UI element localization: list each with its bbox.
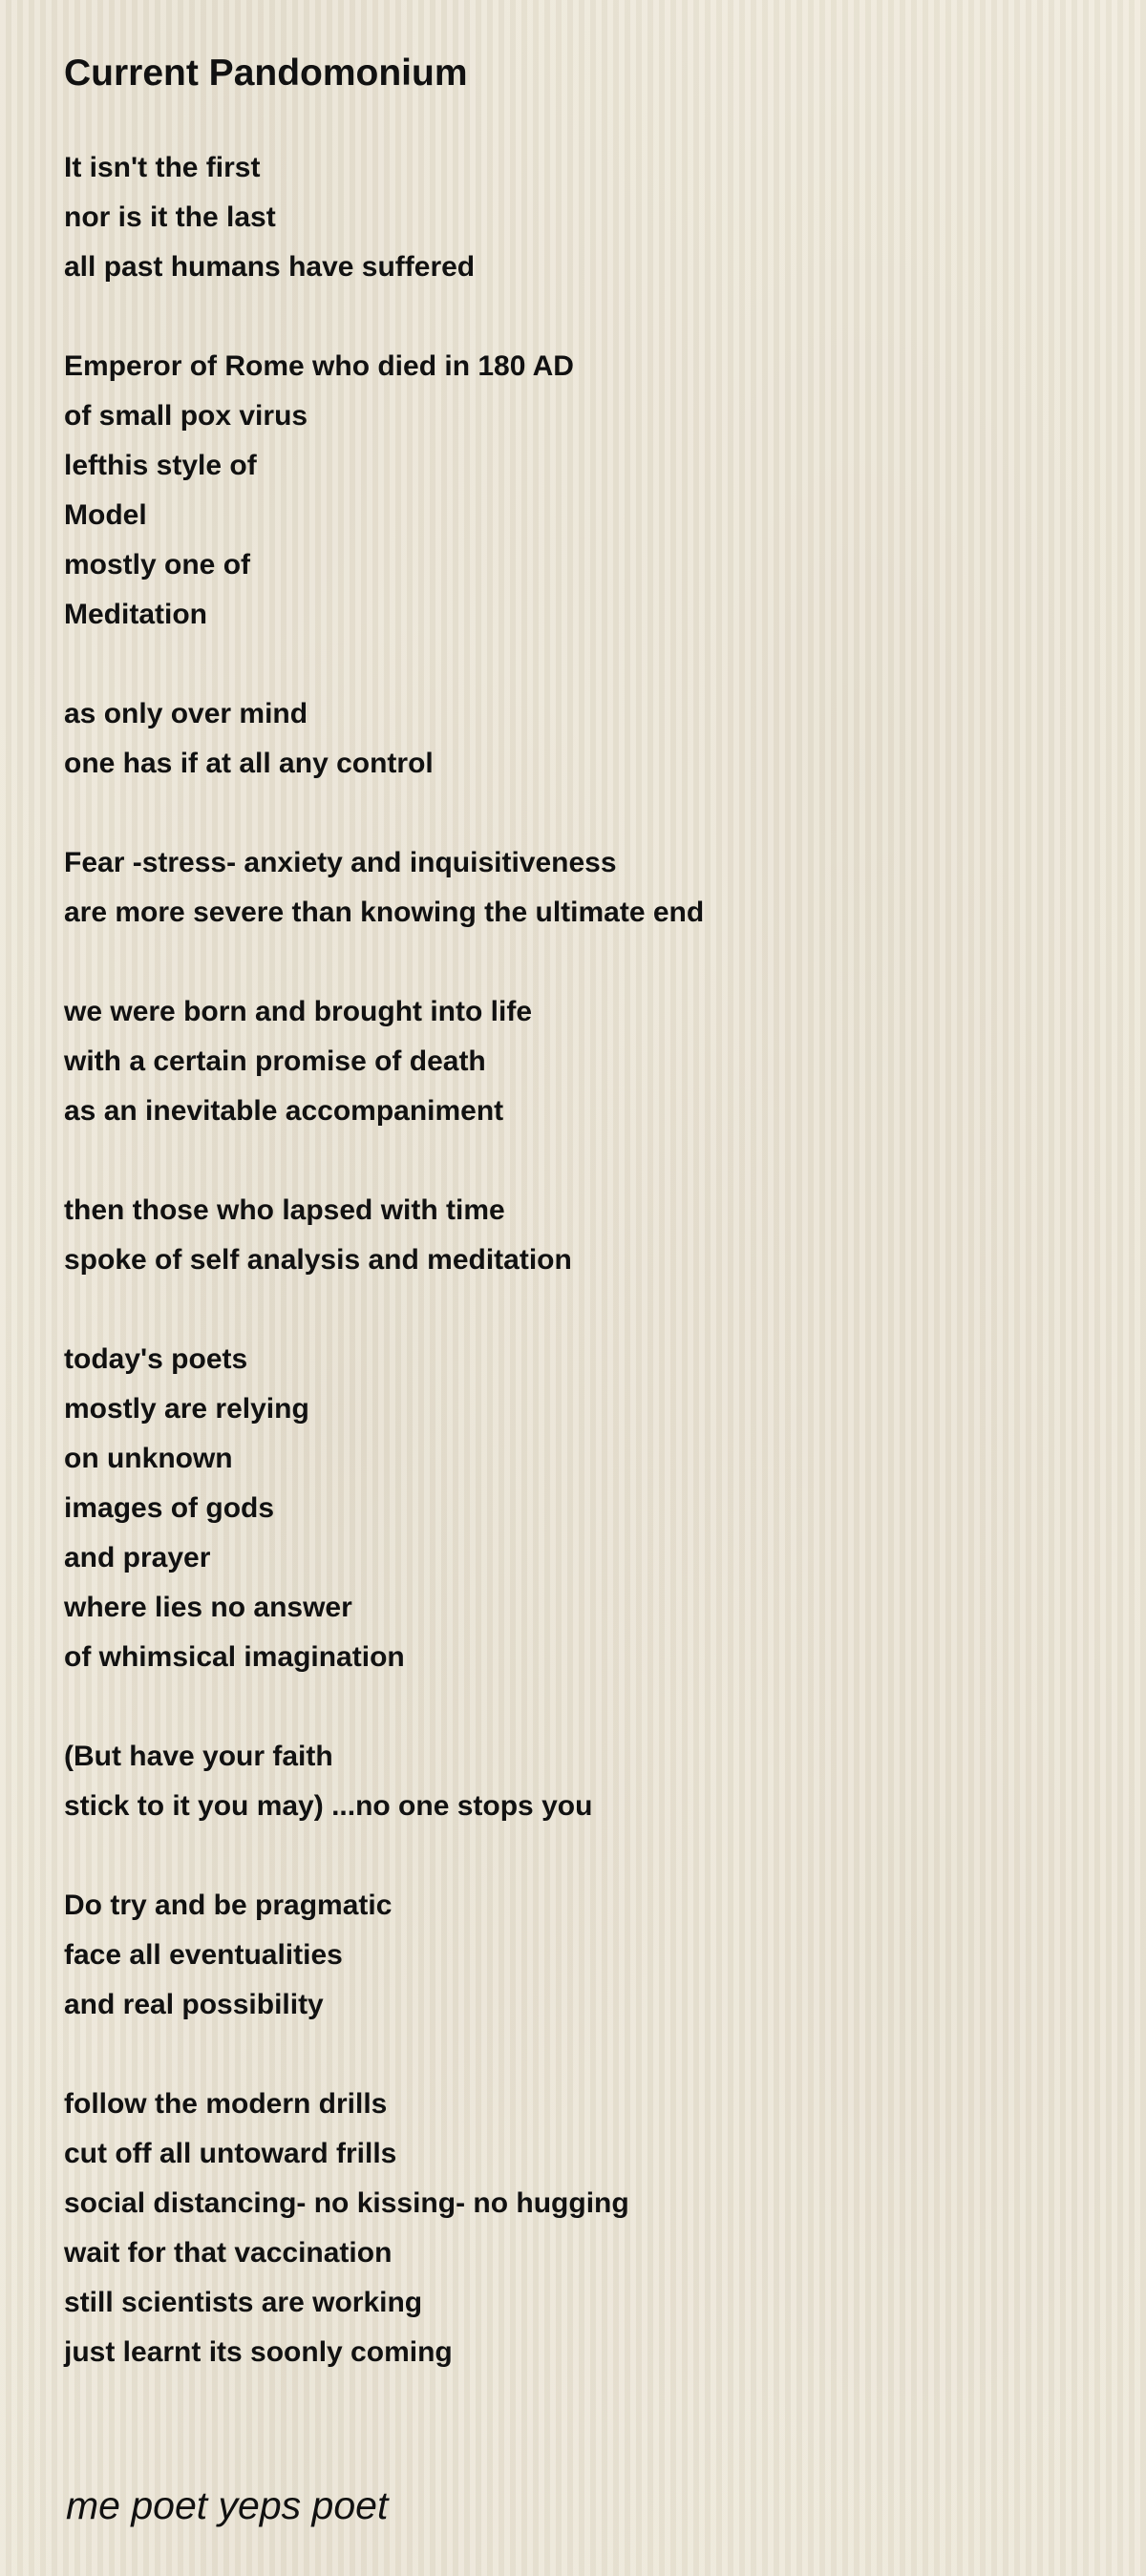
poem-line: Do try and be pragmatic	[64, 1890, 393, 1921]
poem-line: Fear -stress- anxiety and inquisitiveness	[64, 847, 617, 878]
stanza-10	[64, 2080, 704, 2377]
poem-line: and prayer	[64, 1542, 211, 1573]
stanza-8	[64, 1732, 704, 1831]
stanza-6	[64, 1186, 704, 1285]
poem-line: stick to it you may) ...no one stops you	[64, 1790, 593, 1822]
poem-line: on unknown	[64, 1443, 233, 1474]
poem-line: of whimsical imagination	[64, 1641, 405, 1673]
poem-line: of small pox virus	[64, 400, 308, 432]
poem-line: images of gods	[64, 1492, 275, 1524]
poem-line: as only over mind	[64, 698, 308, 729]
poem-line: are more severe than knowing the ultimate end	[64, 897, 705, 928]
poem-line: one has if at all any control	[64, 748, 434, 779]
poem-author: me poet yeps poet	[66, 2483, 389, 2527]
stanza-9	[64, 1881, 704, 2030]
stanza-2	[64, 342, 704, 640]
poem-title: Current Pandomonium	[64, 53, 468, 94]
poem-line: Meditation	[64, 599, 207, 630]
poem-body	[64, 143, 704, 2427]
poem-line: as an inevitable accompaniment	[64, 1095, 504, 1127]
poem-line: then those who lapsed with time	[64, 1194, 505, 1226]
poem-line: we were born and brought into life	[64, 996, 533, 1027]
poem-line: (But have your faith	[64, 1741, 333, 1772]
poem-line: lefthis style of	[64, 450, 257, 481]
stanza-3	[64, 689, 704, 789]
poem-line: It isn't the first	[64, 152, 261, 183]
poem-line: face all eventualities	[64, 1939, 343, 1971]
poem-line: today's poets	[64, 1343, 248, 1375]
poem-line: social distancing- no kissing- no hugging	[64, 2187, 629, 2219]
poem-line: mostly are relying	[64, 1393, 309, 1425]
poem-line: Model	[64, 499, 147, 531]
stanza-1	[64, 143, 704, 292]
poem-line: where lies no answer	[64, 1592, 352, 1623]
poem-line: wait for that vaccination	[64, 2237, 393, 2269]
poem-line: mostly one of	[64, 549, 251, 581]
stanza-7	[64, 1335, 704, 1682]
poem-line: still scientists are working	[64, 2287, 423, 2318]
poem-line: nor is it the last	[64, 201, 276, 233]
poem-line: spoke of self analysis and meditation	[64, 1244, 572, 1276]
stanza-5	[64, 987, 704, 1136]
poem-line: cut off all untoward frills	[64, 2138, 397, 2169]
poem-line: follow the modern drills	[64, 2088, 388, 2120]
poem-line: just learnt its soonly coming	[64, 2336, 453, 2368]
poem-line: all past humans have suffered	[64, 251, 476, 283]
poem-line: with a certain promise of death	[64, 1045, 486, 1077]
stanza-4	[64, 838, 704, 938]
poem-line: Emperor of Rome who died in 180 AD	[64, 350, 574, 382]
poem-line: and real possibility	[64, 1989, 324, 2020]
